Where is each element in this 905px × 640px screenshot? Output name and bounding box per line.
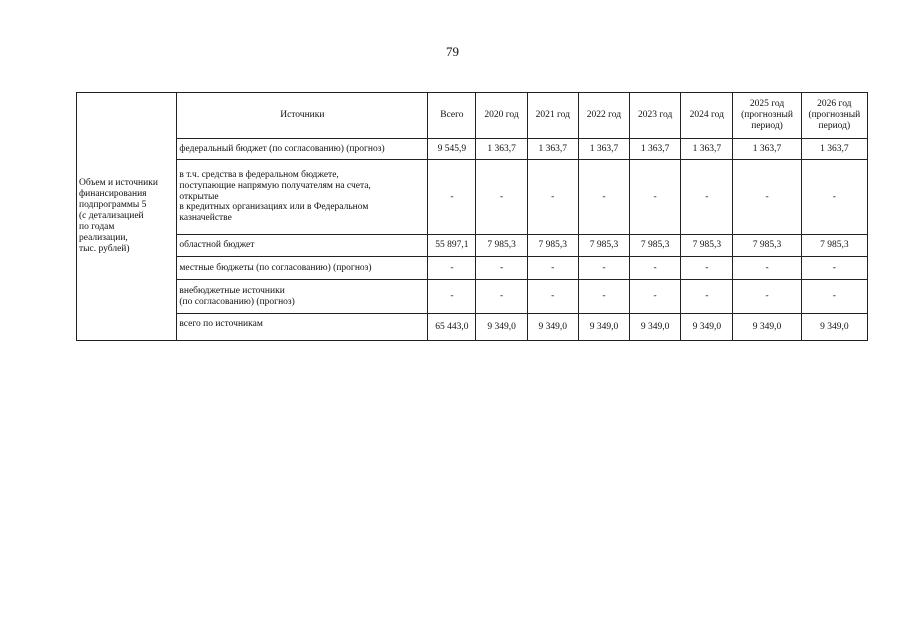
- value-cell: 55 897,1: [428, 235, 476, 257]
- value-cell: 1 363,7: [681, 139, 733, 160]
- value-cell: -: [630, 160, 681, 235]
- source-cell: в т.ч. средства в федеральном бюджете, поступающие напрямую получателям на счета, открытые в кредитных организациях или в Федеральном казначействе: [177, 160, 428, 235]
- value-cell: 1 363,7: [527, 139, 578, 160]
- value-cell: 1 363,7: [476, 139, 527, 160]
- value-cell: -: [578, 280, 629, 314]
- value-cell: 65 443,0: [428, 314, 476, 341]
- source-cell: внебюджетные источники (по согласованию) (прогноз): [177, 280, 428, 314]
- source-cell: местные бюджеты (по согласованию) (прогноз): [177, 257, 428, 280]
- source-cell: федеральный бюджет (по согласованию) (прогноз): [177, 139, 428, 160]
- header-total: Всего: [428, 93, 476, 139]
- value-cell: 7 985,3: [578, 235, 629, 257]
- value-cell: -: [527, 280, 578, 314]
- value-cell: -: [801, 257, 867, 280]
- value-cell: -: [681, 257, 733, 280]
- value-cell: -: [733, 280, 801, 314]
- table-row: [77, 235, 868, 257]
- table-row: [77, 139, 868, 160]
- header-2022: 2022 год: [578, 93, 629, 139]
- value-cell: -: [428, 280, 476, 314]
- value-cell: -: [476, 280, 527, 314]
- value-cell: -: [801, 160, 867, 235]
- page-number: 79: [446, 44, 459, 59]
- row-label-cell: Объем и источники финансирования подпрограммы 5 (с детализацией по годам реализации, тыс. рублей): [77, 93, 177, 341]
- value-cell: -: [630, 257, 681, 280]
- value-cell: 7 985,3: [681, 235, 733, 257]
- value-cell: -: [428, 160, 476, 235]
- header-2020: 2020 год: [476, 93, 527, 139]
- header-2021: 2021 год: [527, 93, 578, 139]
- value-cell: 1 363,7: [578, 139, 629, 160]
- value-cell: 9 349,0: [578, 314, 629, 341]
- header-2024: 2024 год: [681, 93, 733, 139]
- value-cell: 1 363,7: [801, 139, 867, 160]
- value-cell: 7 985,3: [476, 235, 527, 257]
- value-cell: -: [733, 257, 801, 280]
- value-cell: 1 363,7: [630, 139, 681, 160]
- value-cell: 7 985,3: [527, 235, 578, 257]
- financing-table: [76, 92, 868, 341]
- value-cell: 1 363,7: [733, 139, 801, 160]
- value-cell: 9 545,9: [428, 139, 476, 160]
- table-row-total: [77, 314, 868, 341]
- value-cell: -: [733, 160, 801, 235]
- table-row: [77, 280, 868, 314]
- value-cell: -: [476, 160, 527, 235]
- value-cell: 9 349,0: [681, 314, 733, 341]
- value-cell: 9 349,0: [801, 314, 867, 341]
- header-2023: 2023 год: [630, 93, 681, 139]
- value-cell: -: [527, 160, 578, 235]
- value-cell: 9 349,0: [476, 314, 527, 341]
- value-cell: -: [630, 280, 681, 314]
- value-cell: 7 985,3: [733, 235, 801, 257]
- header-2025: 2025 год (прогнозный период): [733, 93, 801, 139]
- value-cell: -: [578, 160, 629, 235]
- value-cell: -: [801, 280, 867, 314]
- value-cell: -: [428, 257, 476, 280]
- value-cell: -: [527, 257, 578, 280]
- value-cell: 7 985,3: [630, 235, 681, 257]
- value-cell: -: [681, 280, 733, 314]
- value-cell: 9 349,0: [733, 314, 801, 341]
- source-cell: всего по источникам: [177, 314, 428, 341]
- header-sources: Источники: [177, 93, 428, 139]
- value-cell: 9 349,0: [527, 314, 578, 341]
- value-cell: 9 349,0: [630, 314, 681, 341]
- value-cell: -: [681, 160, 733, 235]
- table-row: [77, 257, 868, 280]
- value-cell: -: [578, 257, 629, 280]
- table-header-row: [77, 93, 868, 139]
- value-cell: -: [476, 257, 527, 280]
- table-row: [77, 160, 868, 235]
- value-cell: 7 985,3: [801, 235, 867, 257]
- header-2026: 2026 год (прогнозный период): [801, 93, 867, 139]
- source-cell: областной бюджет: [177, 235, 428, 257]
